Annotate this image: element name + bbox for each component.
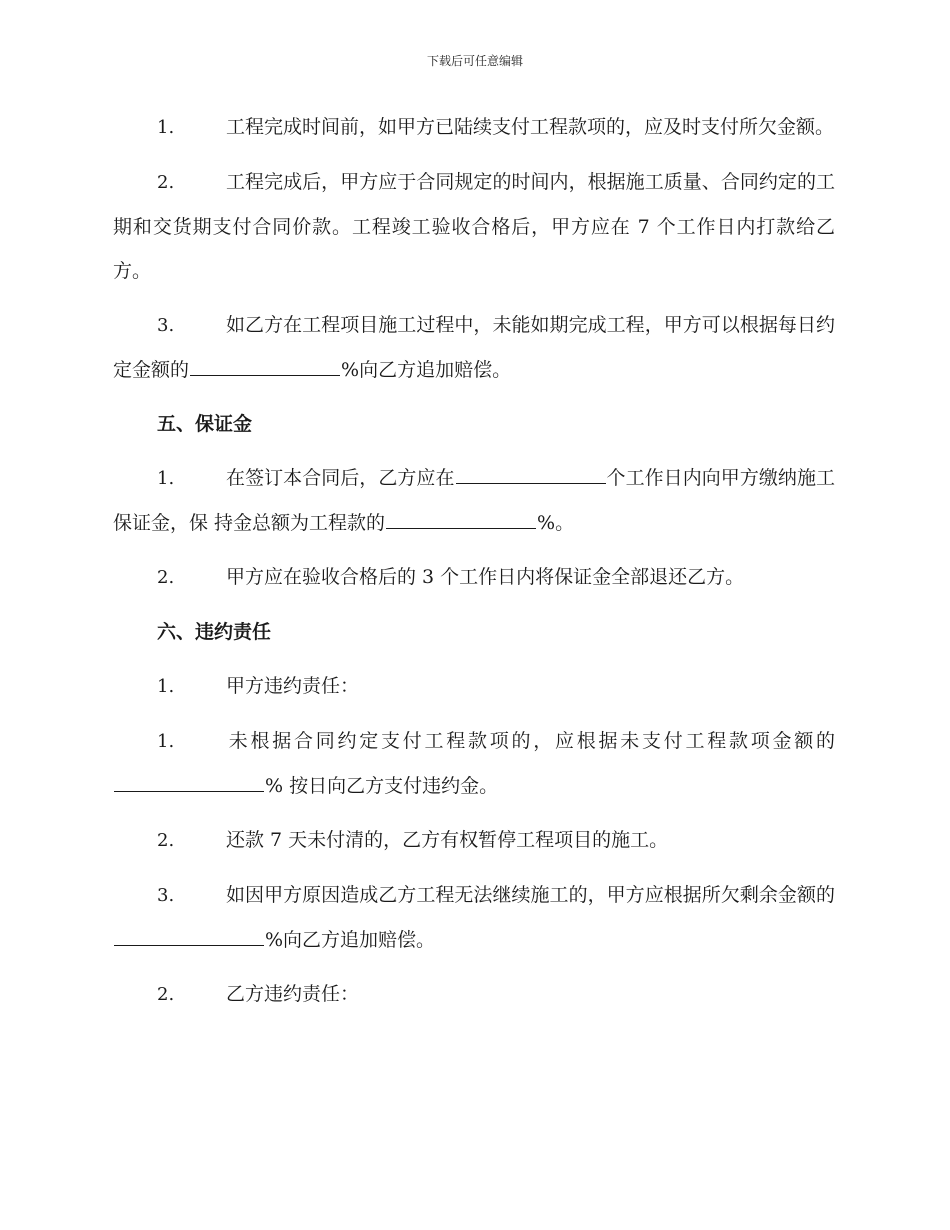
clause-text: %向乙方追加赔偿。 <box>341 359 512 381</box>
fill-in-blank <box>386 504 536 529</box>
fill-in-blank <box>114 921 264 946</box>
clause-text: 如因甲方原因造成乙方工程无法继续施工的，甲方应根据所欠剩余金额的 <box>226 884 835 906</box>
clause-text: 在签订本合同后，乙方应在 <box>226 467 455 489</box>
section-heading: 五、保证金 <box>157 413 253 435</box>
clause-number: 1. <box>157 117 175 138</box>
clause-text: 乙方违约责任： <box>226 983 360 1005</box>
clause-paragraph <box>113 719 835 808</box>
clause-paragraph <box>113 873 835 962</box>
clause-number: 3. <box>157 315 175 336</box>
clause-paragraph <box>113 818 835 863</box>
clause-number: 2. <box>157 984 175 1005</box>
clause-number: 3. <box>157 885 175 906</box>
clause-number: 1. <box>157 731 175 752</box>
clause-number: 2. <box>157 567 175 588</box>
clause-paragraph <box>113 664 835 709</box>
clause-paragraph <box>113 972 835 1017</box>
clause-text: 甲方应在验收合格后的 3 个工作日内将保证金全部退还乙方。 <box>226 566 745 588</box>
clause-paragraph <box>113 456 835 545</box>
clause-text: 甲方违约责任： <box>226 675 360 697</box>
clause-text: %向乙方追加赔偿。 <box>265 929 436 951</box>
page-header: 下载后可任意编辑 <box>426 54 523 68</box>
document-body <box>113 105 835 1027</box>
clause-text: 工程完成时间前，如甲方已陆续支付工程款项的，应及时支付所欠金额。 <box>226 116 835 138</box>
clause-text: 未根据合同约定支付工程款项的，应根据未支付工程款项金额的 <box>226 730 835 752</box>
clause-number: 1. <box>157 468 175 489</box>
clause-text: 个工作日内向甲方缴纳施工保证金，保 持金总额为工程款的 <box>113 467 835 534</box>
fill-in-blank <box>190 351 340 376</box>
clause-text: % 按日向乙方支付违约金。 <box>265 775 499 797</box>
clause-text: %。 <box>537 512 575 534</box>
clause-text: 还款 7 天未付清的，乙方有权暂停工程项目的施工。 <box>226 829 669 851</box>
clause-number: 2. <box>157 172 175 193</box>
clause-paragraph <box>113 105 835 150</box>
clause-number: 2. <box>157 830 175 851</box>
fill-in-blank <box>114 767 264 792</box>
clause-text: 如乙方在工程项目施工过程中，未能如期完成工程，甲方可以根据每日约定金额的 <box>113 314 835 381</box>
clause-paragraph <box>113 160 835 293</box>
clause-paragraph <box>113 303 835 392</box>
section-heading: 六、违约责任 <box>157 621 272 643</box>
fill-in-blank <box>456 459 606 484</box>
clause-text: 工程完成后，甲方应于合同规定的时间内，根据施工质量、合同约定的工期和交货期支付合同价款。工程竣工验收合格后，甲方应在 7 个工作日内打款给乙方。 <box>113 171 835 282</box>
clause-number: 1. <box>157 676 175 697</box>
clause-paragraph <box>113 555 835 600</box>
